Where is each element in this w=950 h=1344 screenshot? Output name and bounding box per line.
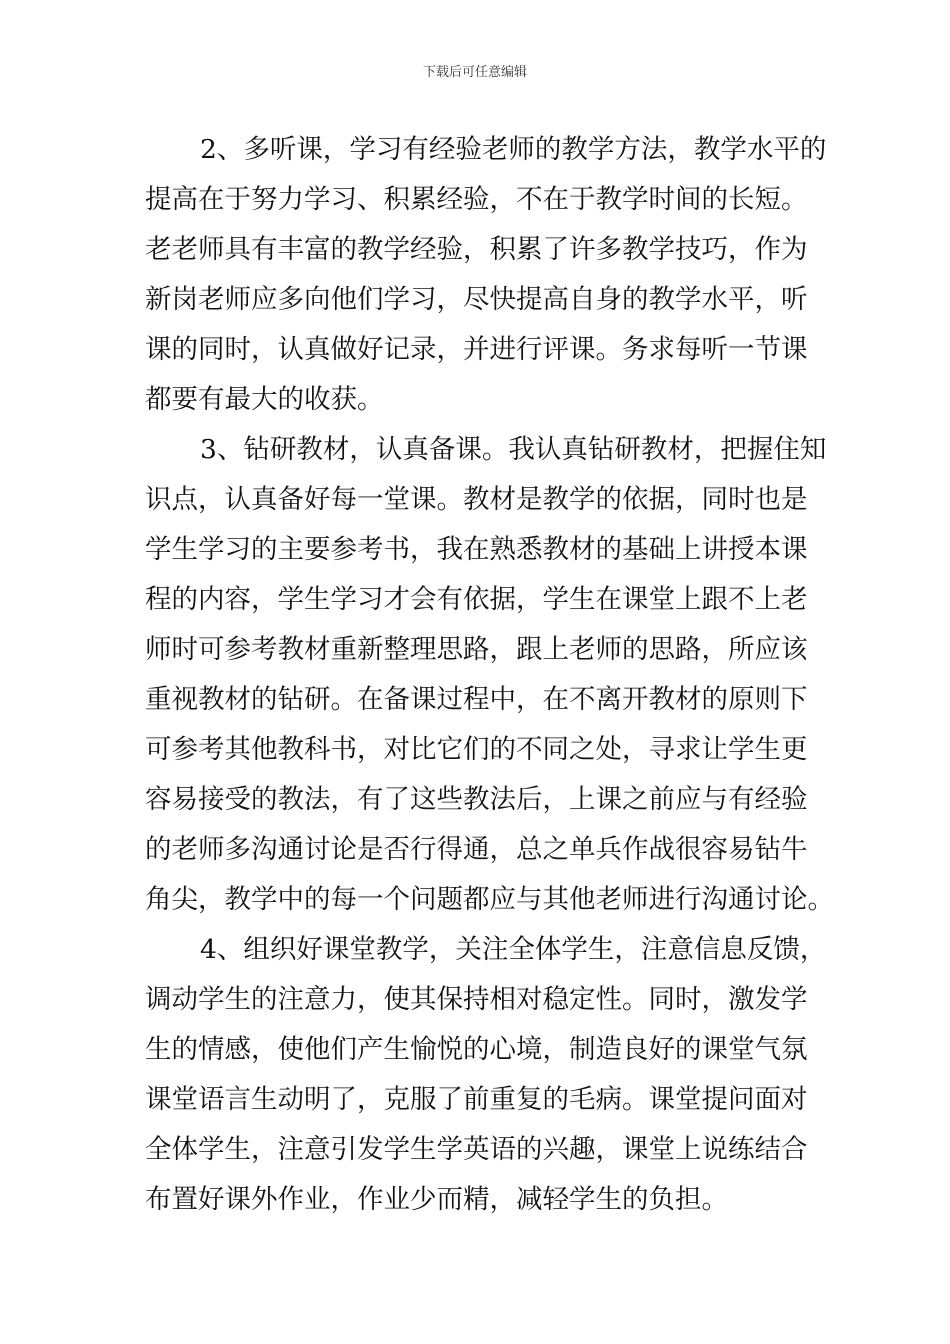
- paragraph-line: 容易接受的教法，有了这些教法后，上课之前应与有经验: [145, 784, 808, 815]
- paragraph-line: 课的同时，认真做好记录，并进行评课。务求每听一节课: [145, 334, 808, 365]
- paragraph-line: 的老师多沟通讨论是否行得通，总之单兵作战很容易钻牛: [145, 834, 808, 865]
- paragraph-line: 可参考其他教科书，对比它们的不同之处，寻求让学生更: [145, 734, 808, 765]
- paragraph-line: 重视教材的钻研。在备课过程中，在不离开教材的原则下: [145, 684, 808, 715]
- paragraph-line: 全体学生，注意引发学生学英语的兴趣，课堂上说练结合: [145, 1134, 808, 1165]
- paragraph-line: 调动学生的注意力，使其保持相对稳定性。同时，激发学: [145, 984, 808, 1015]
- paragraph-line: 生的情感，使他们产生愉悦的心境，制造良好的课堂气氛: [145, 1034, 808, 1065]
- paragraph-line: 程的内容，学生学习才会有依据，学生在课堂上跟不上老: [145, 584, 808, 615]
- paragraph-line: 都要有最大的收获。: [145, 384, 384, 415]
- paragraph-line: 新岗老师应多向他们学习，尽快提高自身的教学水平，听: [145, 284, 808, 315]
- paragraph-line: 师时可参考教材重新整理思路，跟上老师的思路，所应该: [145, 634, 808, 665]
- paragraph-line: 4、组织好课堂教学，关注全体学生，注意信息反馈，: [200, 934, 827, 965]
- paragraph-line: 课堂语言生动明了，克服了前重复的毛病。课堂提问面对: [145, 1084, 808, 1115]
- paragraph-line: 角尖，教学中的每一个问题都应与其他老师进行沟通讨论。: [145, 884, 834, 915]
- paragraph-line: 老老师具有丰富的教学经验，积累了许多教学技巧，作为: [145, 234, 808, 265]
- paragraph-line: 3、钻研教材，认真备课。我认真钻研教材，把握住知: [200, 434, 827, 465]
- paragraph-line: 2、多听课，学习有经验老师的教学方法，教学水平的: [200, 134, 827, 165]
- paragraph-line: 布置好课外作业，作业少而精，减轻学生的负担。: [145, 1184, 728, 1215]
- paragraph-line: 识点，认真备好每一堂课。教材是教学的依据，同时也是: [145, 484, 808, 515]
- paragraph-line: 学生学习的主要参考书，我在熟悉教材的基础上讲授本课: [145, 534, 808, 565]
- paragraph-line: 提高在于努力学习、积累经验，不在于教学时间的长短。: [145, 184, 808, 215]
- header-note: 下载后可任意编辑: [422, 65, 527, 80]
